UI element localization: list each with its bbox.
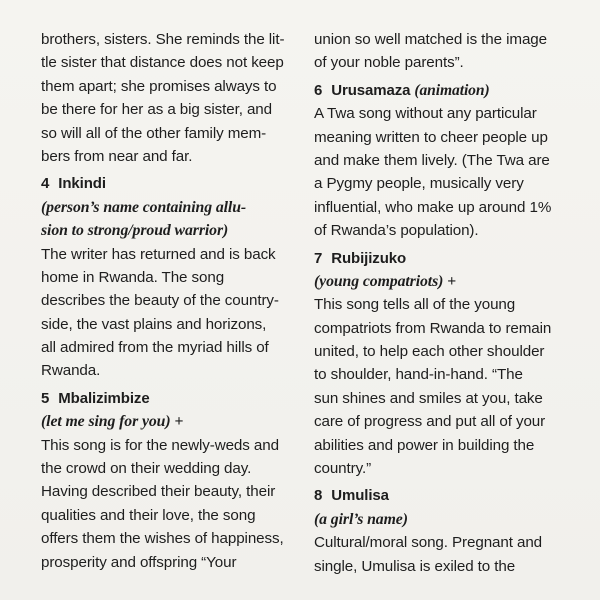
track-number: 8 xyxy=(314,487,323,505)
body-text-line: Having described their beauty, their xyxy=(41,483,276,501)
track-translation: sion to strong/proud warrior) xyxy=(41,222,229,240)
body-text-line: and make them lively. (The Twa are xyxy=(314,151,550,169)
body-text-line: country.” xyxy=(314,460,372,478)
body-text-line: all admired from the myriad hills of xyxy=(41,339,269,357)
body-text-line: care of progress and put all of your xyxy=(314,413,546,431)
track-translation: (animation) xyxy=(414,81,490,99)
track-title: Mbalizimbize xyxy=(58,389,150,407)
body-text-line: be there for her as a big sister, and xyxy=(41,101,273,119)
track-translation: (let me sing for you) + xyxy=(41,413,184,431)
track-heading xyxy=(314,247,576,270)
body-text-line: offers them the wishes of happiness, xyxy=(41,530,284,548)
body-text-line: them apart; she promises always to xyxy=(41,77,277,95)
track-number: 5 xyxy=(41,389,50,407)
track-heading xyxy=(314,484,576,507)
body-text-line: prosperity and offspring “Your xyxy=(41,553,237,571)
track-number: 4 xyxy=(41,175,50,193)
body-text-line: the crowd on their wedding day. xyxy=(41,460,252,478)
body-text-line: so will all of the other family mem- xyxy=(41,124,267,142)
body-text-line: united, to help each other shoulder xyxy=(314,343,545,361)
right-column xyxy=(314,28,576,578)
body-text-line: to shoulder, hand-in-hand. “The xyxy=(314,366,523,384)
body-text-line: of Rwanda’s population). xyxy=(314,222,479,240)
body-text-line: meaning written to cheer people up xyxy=(314,128,548,146)
body-text-line: union so well matched is the image xyxy=(314,31,547,48)
track-translation: (young compatriots) + xyxy=(314,272,457,290)
body-text-line: describes the beauty of the country- xyxy=(41,292,279,310)
track-number: 7 xyxy=(314,249,323,267)
body-text-line: tle sister that distance does not keep xyxy=(41,54,284,72)
body-text-line: influential, who make up around 1% xyxy=(314,198,552,216)
track-number: 6 xyxy=(314,81,323,99)
body-text-line: Rwanda. xyxy=(41,362,101,380)
body-text-line: A Twa song without any particular xyxy=(314,105,537,123)
body-text-line: qualities and their love, the song xyxy=(41,506,256,524)
body-text-line: single, Umulisa is exiled to the xyxy=(314,557,516,575)
body-text-line: abilities and power in building the xyxy=(314,436,535,454)
body-text-line: The writer has returned and is back xyxy=(41,245,276,263)
body-text-line: a Pygmy people, musically very xyxy=(314,175,524,193)
track-heading xyxy=(41,172,296,195)
body-text-line: bers from near and far. xyxy=(41,147,193,165)
body-text-line: compatriots from Rwanda to remain xyxy=(314,319,552,337)
track-title: Inkindi xyxy=(58,175,106,193)
track-heading xyxy=(314,79,576,102)
track-title: Rubijizuko xyxy=(331,249,407,267)
body-text-line: Cultural/moral song. Pregnant and xyxy=(314,534,543,552)
body-text-line: This song tells all of the young xyxy=(314,296,516,314)
left-column xyxy=(41,28,296,574)
track-translation: (person’s name containing allu- xyxy=(41,198,247,216)
body-text-line: home in Rwanda. The song xyxy=(41,268,225,286)
body-text-line: of your noble parents”. xyxy=(314,54,464,72)
track-translation: (a girl’s name) xyxy=(314,510,408,528)
body-text-line: This song is for the newly-weds and xyxy=(41,436,279,454)
track-title: Umulisa xyxy=(331,487,389,505)
body-text-line: sun shines and smiles at you, take xyxy=(314,389,543,407)
body-text-line: brothers, sisters. She reminds the lit- xyxy=(41,31,285,48)
track-heading xyxy=(41,387,296,410)
track-title: Urusamaza xyxy=(331,81,411,99)
body-text-line: side, the vast plains and horizons, xyxy=(41,315,267,333)
